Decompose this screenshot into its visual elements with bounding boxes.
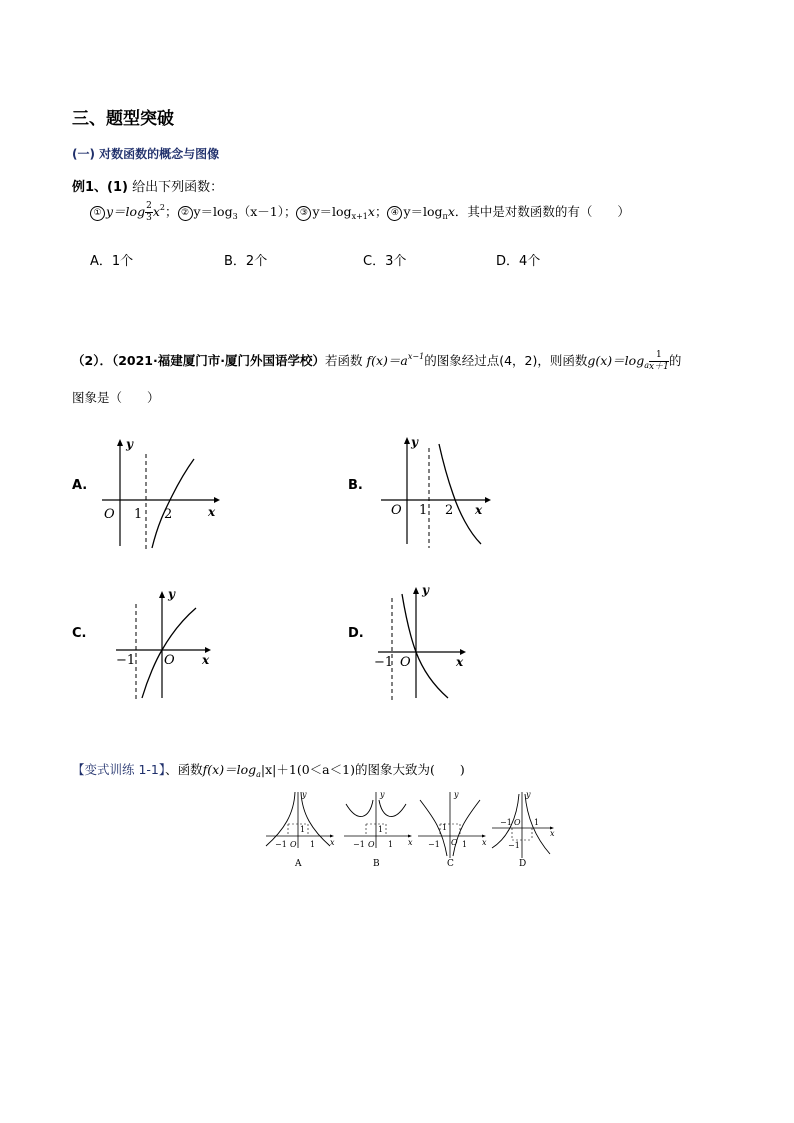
option-b: B．2个: [224, 254, 268, 269]
tick-neg-1: −1: [275, 840, 287, 849]
tick-neg-1: −1: [500, 818, 512, 827]
mini-graph-d: [488, 788, 564, 870]
x-label: x: [202, 653, 210, 667]
origin-label: O: [290, 840, 297, 849]
item-number-2: ②: [178, 206, 193, 221]
origin-label: O: [391, 503, 402, 518]
y-label: y: [126, 437, 133, 451]
func4-base: π: [442, 212, 448, 221]
graph-b: [375, 432, 500, 552]
curve-left: [266, 792, 295, 846]
graph-d: [372, 580, 487, 705]
y-label: y: [168, 588, 175, 601]
func4-lhs: y＝log: [403, 204, 443, 219]
option-c: C．3个: [363, 254, 407, 269]
fx-expr: f(x)＝a: [366, 353, 408, 368]
fx-exponent: x−1: [407, 352, 425, 361]
curve: [152, 459, 194, 548]
graph-label-c: C.: [72, 626, 87, 641]
x-label: x: [456, 655, 464, 669]
section-title: 三、题型突破: [72, 109, 174, 129]
y-axis-arrow: [413, 587, 419, 594]
x-label: x: [208, 505, 216, 519]
y-label: y: [380, 790, 385, 799]
func1-base: [145, 201, 153, 224]
question2-line2: 图象是（ ）: [72, 390, 160, 405]
variant-text1: 、函数: [165, 762, 203, 777]
tick-1: 1: [534, 818, 540, 827]
func2-base: 3: [232, 212, 238, 221]
variant-label: 【变式训练 1-1】: [72, 762, 166, 777]
mini-graph-a: [262, 788, 338, 870]
func2-arg: （x－1）: [237, 204, 284, 219]
curve-left: [346, 800, 373, 816]
tick-1-y: 1: [300, 825, 306, 834]
func1-base-num: 2: [146, 201, 152, 211]
mini-label-a: A: [295, 859, 302, 869]
gx-fraction-den: x＋1: [649, 362, 669, 372]
origin-label: O: [514, 818, 521, 827]
example1-label: 例1、(1): [72, 180, 128, 195]
y-label: y: [454, 790, 459, 799]
mini-label-b: B: [373, 859, 380, 869]
y-label: y: [411, 435, 418, 449]
question2-label: （2）．: [72, 353, 112, 368]
tick-2: 2: [445, 503, 454, 518]
gx-expr: g(x)＝log: [587, 353, 645, 368]
item-number-1: ①: [90, 206, 105, 221]
mini-graph-c: [414, 788, 490, 870]
y-label: y: [526, 790, 531, 799]
variant-rest: |x|＋1(0＜a＜1)的图象大致为( ): [260, 762, 465, 777]
x-label: x: [550, 829, 555, 838]
origin-label: O: [104, 507, 115, 522]
tick-1-y: 1: [378, 825, 384, 834]
tick-neg-1: −1: [353, 840, 365, 849]
curve: [402, 594, 448, 698]
tick-1: 1: [419, 503, 428, 518]
func3-base: x+1: [351, 212, 368, 221]
curve: [439, 444, 481, 544]
mini-label-c: C: [447, 859, 454, 869]
graph-a: [96, 434, 226, 554]
func1-base-den: 3: [146, 213, 152, 223]
func1-arg: x: [152, 204, 160, 219]
x-label: x: [475, 503, 483, 517]
variant-fx: f(x)＝log: [202, 762, 257, 777]
y-label: y: [302, 790, 307, 799]
x-label: x: [330, 838, 335, 847]
item-number-3: ③: [296, 206, 311, 221]
func4-arg: x: [447, 204, 455, 219]
func2-lhs: y＝log: [193, 204, 233, 219]
curve-right: [301, 792, 330, 846]
graph-c: [110, 588, 225, 706]
origin-label: O: [368, 840, 375, 849]
origin-label: O: [400, 655, 411, 670]
x-axis-arrow: [485, 497, 491, 503]
question2-line1: [72, 350, 681, 373]
tick-neg-1: −1: [116, 653, 136, 668]
y-axis-arrow: [117, 439, 123, 446]
example1-functions: [90, 201, 630, 224]
func1-exp: 2: [159, 203, 165, 212]
gx-base: a: [644, 361, 649, 370]
graph-label-d: D.: [348, 626, 364, 641]
example1-prompt: 给出下列函数：: [132, 180, 224, 195]
y-axis-arrow: [159, 591, 165, 598]
y-label: y: [422, 583, 429, 597]
tick-neg-1: −1: [428, 840, 440, 849]
separator: ；: [283, 204, 297, 219]
tick-neg-1: −1: [374, 655, 394, 670]
mini-label-d: D: [519, 859, 527, 869]
graph-label-b: B.: [348, 478, 363, 493]
origin-label: O: [451, 838, 458, 847]
y-axis-arrow: [404, 437, 410, 444]
variant-question: [72, 760, 465, 779]
item-number-4: ④: [387, 206, 402, 221]
tick-2: 2: [164, 507, 173, 522]
tick-1: 1: [388, 840, 394, 849]
func3-arg: x: [367, 204, 375, 219]
question2-text2: 的图象经过点(4，2)，则函数: [424, 353, 588, 368]
tick-1: 1: [134, 507, 143, 522]
func3-lhs: y＝log: [312, 204, 352, 219]
gx-fraction: [649, 350, 669, 373]
tick-1: 1: [462, 840, 468, 849]
subsection-title: (一) 对数函数的概念与图像: [72, 147, 220, 161]
x-label: x: [482, 838, 487, 847]
tick-neg-1-y: −1: [508, 841, 520, 850]
gx-fraction-num: 1: [649, 350, 669, 362]
separator: ；: [164, 204, 178, 219]
example1-heading: [72, 176, 223, 195]
option-d: D．4个: [496, 254, 541, 269]
tick-1-y: 1: [442, 823, 448, 832]
func1-lhs: y＝log: [106, 204, 146, 219]
variant-base: a: [256, 770, 261, 779]
example1-tail: ．其中是对数函数的有（ ）: [454, 204, 630, 219]
x-axis-arrow: [214, 497, 220, 503]
graph-label-a: A.: [72, 478, 88, 493]
separator: ；: [374, 204, 388, 219]
x-label: x: [408, 838, 413, 847]
curve-right: [379, 800, 406, 816]
origin-label: O: [164, 653, 175, 668]
tick-1: 1: [310, 840, 316, 849]
question2-source: （2021·福建厦门市·厦门外国语学校）: [111, 353, 325, 368]
question2-text1: 若函数: [325, 353, 363, 368]
mini-graph-b: [340, 788, 416, 870]
option-a: A．1个: [90, 254, 134, 269]
question2-text3: 的: [668, 353, 682, 368]
